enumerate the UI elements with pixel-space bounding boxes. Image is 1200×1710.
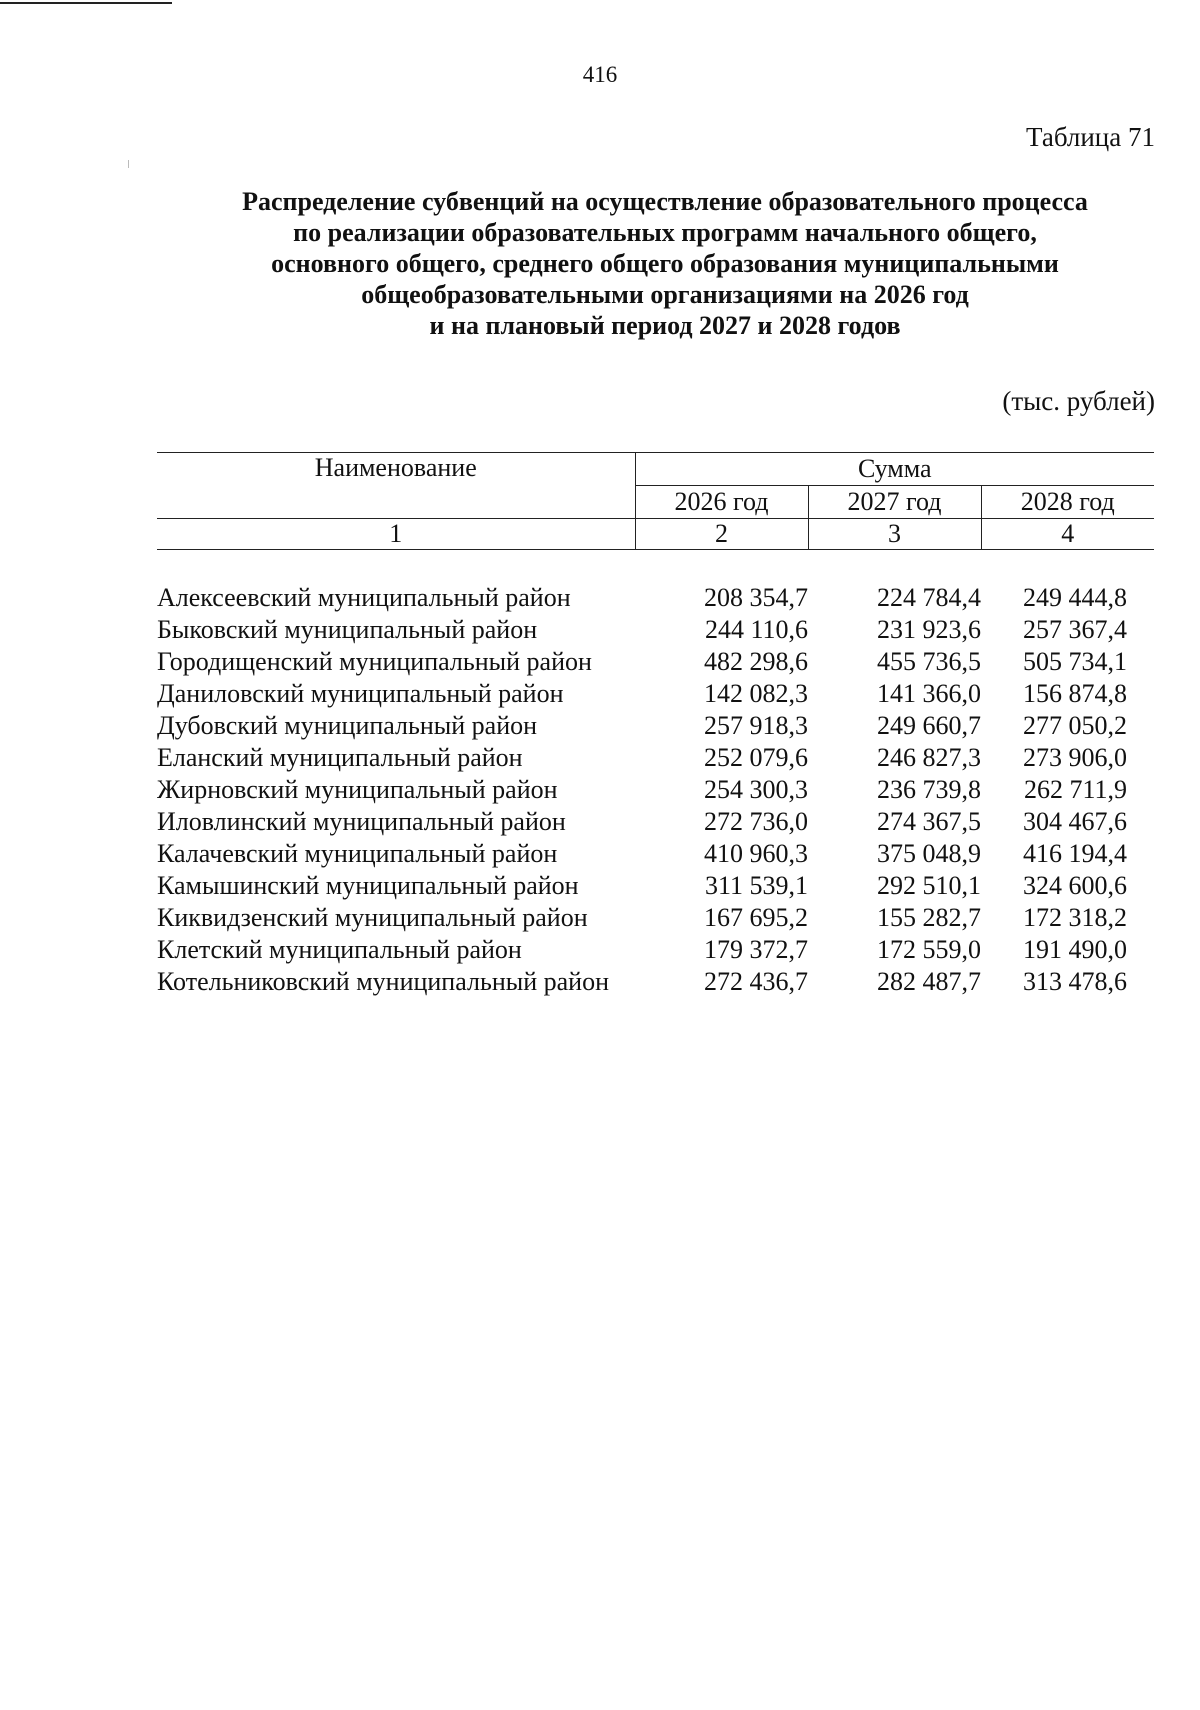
- value-2027: 375 048,9: [877, 839, 981, 868]
- title-line: общеобразовательными организациями на 2026 год: [361, 280, 969, 309]
- units-label: (тыс. рублей): [1002, 386, 1155, 416]
- value-2028: 277 050,2: [1023, 711, 1128, 740]
- value-2026: 244 110,6: [704, 615, 808, 644]
- value-2026: 272 736,0: [704, 807, 808, 836]
- value-2028: 416 194,4: [1023, 839, 1128, 868]
- header-sum: Сумма: [635, 453, 1154, 486]
- document-title: [120, 186, 1200, 341]
- table-row: [157, 646, 1154, 678]
- district-name: Калачевский муниципальный район: [157, 839, 558, 868]
- table-row: [157, 966, 1154, 998]
- value-2028: 191 490,0: [1023, 935, 1128, 964]
- value-2026: 142 082,3: [704, 679, 808, 708]
- header-name: Наименование: [157, 453, 635, 519]
- value-2027: 236 739,8: [877, 775, 981, 804]
- table-row: [157, 614, 1154, 646]
- value-2027: 274 367,5: [877, 807, 981, 836]
- value-2026: 254 300,3: [704, 775, 808, 804]
- district-name: Камышинский муниципальный район: [157, 871, 579, 900]
- value-2028: 505 734,1: [1023, 647, 1128, 676]
- title-line: основного общего, среднего общего образования муниципальными: [271, 249, 1059, 278]
- district-name: Дубовский муниципальный район: [157, 711, 538, 740]
- value-2026: 252 079,6: [704, 743, 808, 772]
- value-2027: 292 510,1: [877, 871, 981, 900]
- value-2027: 282 487,7: [877, 967, 981, 996]
- value-2028: 156 874,8: [1023, 679, 1128, 708]
- value-2026: 482 298,6: [704, 647, 808, 676]
- district-name: Клетский муниципальный район: [157, 935, 522, 964]
- value-2027: 155 282,7: [877, 903, 981, 932]
- district-name: Быковский муниципальный район: [157, 615, 538, 644]
- value-2028: 313 478,6: [1023, 967, 1128, 996]
- value-2026: 410 960,3: [704, 839, 808, 868]
- page-number: 416: [582, 62, 618, 87]
- header-year-2028: 2028 год: [981, 486, 1154, 519]
- district-name: Жирновский муниципальный район: [157, 775, 558, 804]
- value-2026: 208 354,7: [704, 583, 808, 612]
- value-2026: 272 436,7: [704, 967, 808, 996]
- value-2027: 172 559,0: [877, 935, 981, 964]
- header-index-3: 3: [808, 519, 981, 550]
- district-name: Городищенский муниципальный район: [157, 647, 592, 676]
- subsidy-table: [157, 452, 1154, 998]
- value-2028: 262 711,9: [1023, 775, 1128, 804]
- table-row: [157, 870, 1154, 902]
- title-line: и на плановый период 2027 и 2028 годов: [429, 311, 901, 340]
- value-2026: 179 372,7: [704, 935, 808, 964]
- value-2027: 231 923,6: [877, 615, 981, 644]
- scan-edge-mark: [0, 2, 172, 4]
- value-2026: 311 539,1: [704, 871, 808, 900]
- table-row: [157, 838, 1154, 870]
- value-2028: 249 444,8: [1023, 583, 1128, 612]
- value-2028: 257 367,4: [1023, 615, 1128, 644]
- header-index-2: 2: [635, 519, 808, 550]
- value-2026: 257 918,3: [704, 711, 808, 740]
- table-row: [157, 902, 1154, 934]
- table-label: Таблица 71: [1026, 122, 1155, 152]
- table-row: [157, 582, 1154, 614]
- value-2027: 141 366,0: [877, 679, 981, 708]
- table-row: [157, 806, 1154, 838]
- district-name: Котельниковский муниципальный район: [157, 967, 609, 996]
- title-line: Распределение субвенций на осуществление образовательного процесса: [242, 187, 1088, 216]
- value-2027: 455 736,5: [877, 647, 981, 676]
- value-2028: 273 906,0: [1023, 743, 1128, 772]
- table-row: [157, 678, 1154, 710]
- value-2028: 304 467,6: [1023, 807, 1128, 836]
- value-2027: 249 660,7: [877, 711, 981, 740]
- header-year-2026: 2026 год: [635, 486, 808, 519]
- table-row: [157, 934, 1154, 966]
- value-2028: 172 318,2: [1023, 903, 1128, 932]
- title-line: по реализации образовательных программ начального общего,: [293, 218, 1037, 247]
- header-year-2027: 2027 год: [808, 486, 981, 519]
- header-index-1: 1: [157, 519, 635, 550]
- district-name: Киквидзенский муниципальный район: [157, 903, 588, 932]
- table-row: [157, 774, 1154, 806]
- value-2028: 324 600,6: [1023, 871, 1128, 900]
- value-2027: 246 827,3: [877, 743, 981, 772]
- district-name: Алексеевский муниципальный район: [157, 583, 571, 612]
- value-2026: 167 695,2: [704, 903, 808, 932]
- table-row: [157, 742, 1154, 774]
- district-name: Еланский муниципальный район: [157, 743, 523, 772]
- district-name: Иловлинский муниципальный район: [157, 807, 566, 836]
- table-row: [157, 710, 1154, 742]
- value-2027: 224 784,4: [877, 583, 981, 612]
- header-index-4: 4: [981, 519, 1154, 550]
- district-name: Даниловский муниципальный район: [157, 679, 564, 708]
- scan-edge-mark: [128, 160, 129, 168]
